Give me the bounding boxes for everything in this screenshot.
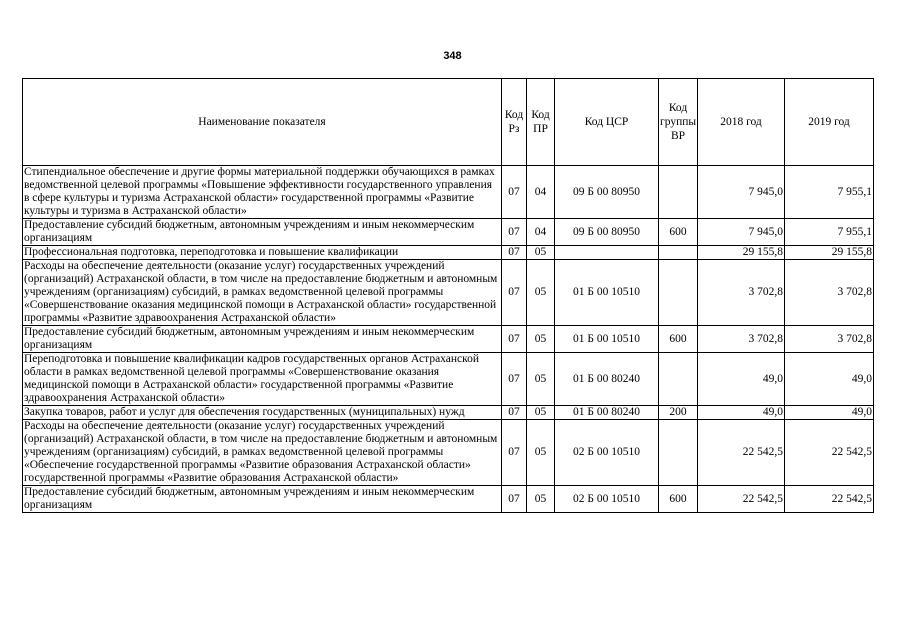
row-csr: 02 Б 00 10510 [555, 420, 659, 486]
table-row [23, 406, 874, 420]
header-rz: Код Рз [502, 79, 527, 166]
row-2018: 7 945,0 [698, 166, 785, 219]
row-2019: 7 955,1 [785, 166, 874, 219]
row-name: Расходы на обеспечение деятельности (оказание услуг) государственных учреждений (организаций) Астраханской области, в том числе на предоставление бюджетным и автономным учреждениям (организациям) субсидий, в рамках ведомственной целевой программы «Совершенствование оказания медицинской помощи в Астраханской области» государственной программы «Развитие здравоохранения Астраханской области» [23, 260, 502, 326]
row-pr: 05 [527, 260, 555, 326]
row-vr: 600 [659, 219, 698, 246]
page-number: 348 [443, 50, 462, 62]
table-row [23, 353, 874, 406]
row-pr: 05 [527, 486, 555, 513]
row-pr: 05 [527, 326, 555, 353]
row-2018: 7 945,0 [698, 219, 785, 246]
row-2018: 49,0 [698, 353, 785, 406]
row-csr: 02 Б 00 10510 [555, 486, 659, 513]
row-2019: 3 702,8 [785, 260, 874, 326]
row-name: Переподготовка и повышение квалификации кадров государственных органов Астраханской области в рамках ведомственной целевой программы «Совершенствование оказания медицинской помощи в Астраханской области» государственной программы «Развитие здравоохранения Астраханской области» [23, 353, 502, 406]
table-row [23, 486, 874, 513]
row-2019: 3 702,8 [785, 326, 874, 353]
row-pr: 05 [527, 406, 555, 420]
header-pr: Код ПР [527, 79, 555, 166]
row-vr: 600 [659, 486, 698, 513]
row-rz: 07 [502, 486, 527, 513]
row-name: Предоставление субсидий бюджетным, автономным учреждениям и иным некоммерческим организациям [23, 219, 502, 246]
row-rz: 07 [502, 260, 527, 326]
row-rz: 07 [502, 166, 527, 219]
row-vr [659, 353, 698, 406]
row-pr: 04 [527, 166, 555, 219]
row-name: Профессиональная подготовка, переподготовка и повышение квалификации [23, 246, 502, 260]
row-2019: 49,0 [785, 353, 874, 406]
header-name: Наименование показателя [23, 79, 502, 166]
row-2019: 22 542,5 [785, 420, 874, 486]
row-2019: 7 955,1 [785, 219, 874, 246]
row-2018: 3 702,8 [698, 326, 785, 353]
table-row [23, 260, 874, 326]
row-2018: 22 542,5 [698, 420, 785, 486]
row-vr [659, 260, 698, 326]
header-csr: Код ЦСР [555, 79, 659, 166]
row-rz: 07 [502, 326, 527, 353]
row-vr [659, 246, 698, 260]
row-name: Предоставление субсидий бюджетным, автономным учреждениям и иным некоммерческим организациям [23, 486, 502, 513]
table-row [23, 166, 874, 219]
table-row [23, 420, 874, 486]
row-csr: 01 Б 00 10510 [555, 326, 659, 353]
row-2018: 29 155,8 [698, 246, 785, 260]
row-2019: 22 542,5 [785, 486, 874, 513]
row-pr: 05 [527, 353, 555, 406]
row-csr: 09 Б 00 80950 [555, 219, 659, 246]
row-csr [555, 246, 659, 260]
table-row [23, 326, 874, 353]
row-2019: 49,0 [785, 406, 874, 420]
row-vr: 200 [659, 406, 698, 420]
row-csr: 01 Б 00 10510 [555, 260, 659, 326]
row-name: Закупка товаров, работ и услуг для обеспечения государственных (муниципальных) нужд [23, 406, 502, 420]
row-rz: 07 [502, 353, 527, 406]
table-header-row [23, 79, 874, 166]
row-2018: 3 702,8 [698, 260, 785, 326]
header-vr: Код группы ВР [659, 79, 698, 166]
row-rz: 07 [502, 406, 527, 420]
table-row [23, 219, 874, 246]
row-vr [659, 420, 698, 486]
header-2018: 2018 год [698, 79, 785, 166]
row-csr: 09 Б 00 80950 [555, 166, 659, 219]
row-vr: 600 [659, 326, 698, 353]
row-2018: 49,0 [698, 406, 785, 420]
row-vr [659, 166, 698, 219]
row-2018: 22 542,5 [698, 486, 785, 513]
row-name: Расходы на обеспечение деятельности (оказание услуг) государственных учреждений (организаций) Астраханской области, в том числе на предоставление бюджетным и автономным учреждениям (организациям) субсидий, в рамках ведомственной целевой программы «Обеспечение государственной программы «Развитие образования Астраханской области» государственной программы «Развитие образования Астраханской области» [23, 420, 502, 486]
row-pr: 05 [527, 420, 555, 486]
row-rz: 07 [502, 219, 527, 246]
row-pr: 05 [527, 246, 555, 260]
header-2019: 2019 год [785, 79, 874, 166]
table-row [23, 246, 874, 260]
row-2019: 29 155,8 [785, 246, 874, 260]
row-pr: 04 [527, 219, 555, 246]
row-csr: 01 Б 00 80240 [555, 406, 659, 420]
row-csr: 01 Б 00 80240 [555, 353, 659, 406]
row-rz: 07 [502, 246, 527, 260]
row-name: Предоставление субсидий бюджетным, автономным учреждениям и иным некоммерческим организациям [23, 326, 502, 353]
row-rz: 07 [502, 420, 527, 486]
row-name: Стипендиальное обеспечение и другие формы материальной поддержки обучающихся в рамках ведомственной целевой программы «Повышение эффективности государственного управления в сфере культуры и туризма Астраханской области» государственной программы «Развитие культуры и туризма в Астраханской области» [23, 166, 502, 219]
budget-table [22, 78, 874, 513]
